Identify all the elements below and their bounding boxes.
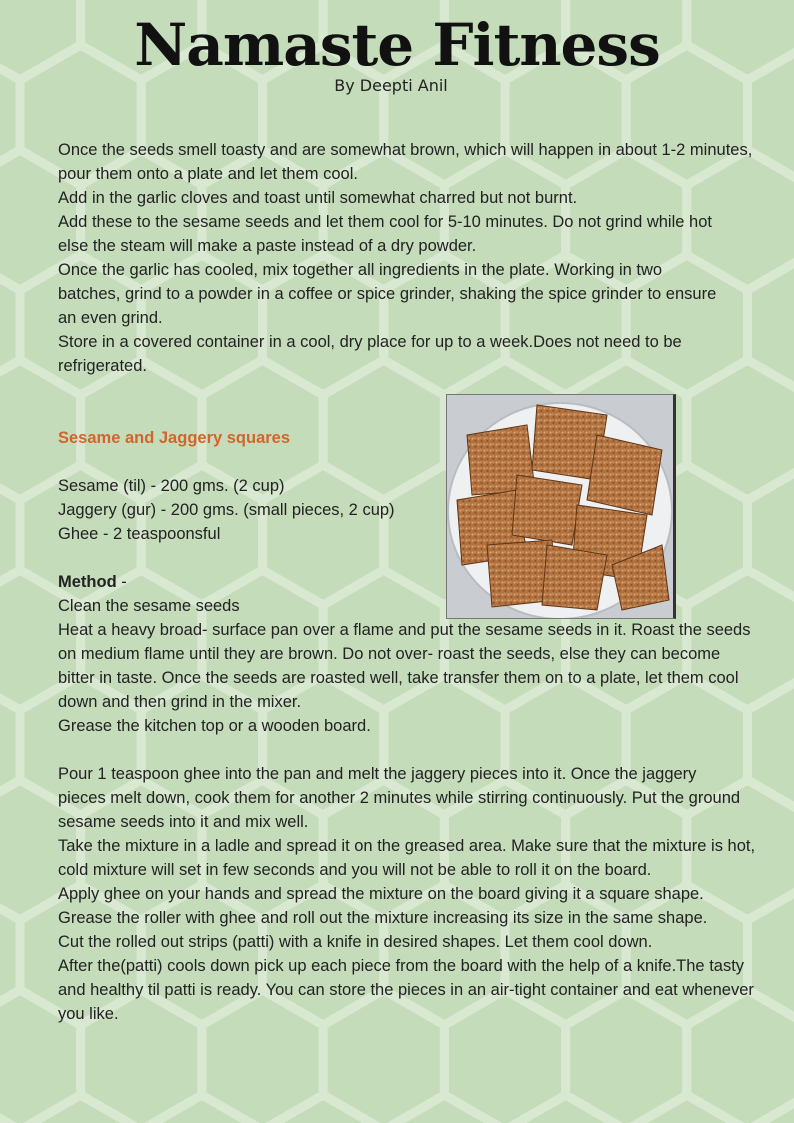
method-step: Pour 1 teaspoon ghee into the pan and melt the jaggery pieces into it. Once the jaggery pieces melt down, cook them for another 2 minutes while stirring continuously. Put the ground sesame seeds into it and mix well.: [58, 765, 741, 831]
method-step: Take the mixture in a ladle and spread it on the greased area. Make sure that the mixture is hot, cold mixture will set in few seconds and you will not be able to roll it on the board.: [58, 837, 756, 879]
method-step: After the(patti) cools down pick up each piece from the board with the help of a knife.The tasty and healthy til patti is ready. You can store the pieces in an air-tight container and eat whenever you like.: [58, 957, 754, 1023]
til-patti-photo: [446, 394, 676, 619]
intro-paragraph: Store in a covered container in a cool, dry place for up to a week.Does not need to be refrigerated.: [58, 333, 682, 375]
til-patti-illustration: [447, 395, 673, 618]
method-steps: [58, 594, 758, 1026]
intro-section: [58, 138, 758, 378]
method-step: Clean the sesame seeds: [58, 597, 240, 615]
intro-paragraph: Once the garlic has cooled, mix together all ingredients in the plate. Working in two batches, grind to a powder in a coffee or spice grinder, shaking the spice grinder to ensure an even grind.: [58, 261, 717, 327]
method-step: Heat a heavy broad- surface pan over a flame and put the sesame seeds in it. Roast the seeds on medium flame until they are brown. Do not over- roast the seeds, else they can become bitter in taste. Once the seeds are roasted well, take transfer them on to a plate, let them cool down and then grind in the mixer.: [58, 621, 751, 711]
intro-paragraph: Add in the garlic cloves and toast until somewhat charred but not burnt.: [58, 189, 578, 207]
intro-paragraph: Once the seeds smell toasty and are somewhat brown, which will happen in about 1-2 minutes, pour them onto a plate and let them cool.: [58, 141, 753, 183]
byline: By Deepti Anil: [334, 76, 448, 95]
ingredient-item: Jaggery (gur) - 200 gms. (small pieces, 2 cup): [58, 501, 395, 519]
method-step: Apply ghee on your hands and spread the mixture on the board giving it a square shape. Grease the roller with ghee and roll out the mixture increasing its size in the same shape.: [58, 885, 708, 927]
method-step: Cut the rolled out strips (patti) with a knife in desired shapes. Let them cool down.: [58, 933, 653, 951]
ingredient-item: Sesame (til) - 200 gms. (2 cup): [58, 477, 285, 495]
page-title: Namaste Fitness: [134, 11, 660, 79]
intro-paragraph: Add these to the sesame seeds and let them cool for 5-10 minutes. Do not grind while hot else the steam will make a paste instead of a dry powder.: [58, 213, 712, 255]
recipe-title: Sesame and Jaggery squares: [58, 429, 291, 447]
method-step: Grease the kitchen top or a wooden board.: [58, 717, 371, 735]
ingredient-item: Ghee - 2 teaspoonsful: [58, 525, 221, 543]
method-label: Method: [58, 573, 117, 591]
method-suffix: -: [116, 573, 127, 591]
